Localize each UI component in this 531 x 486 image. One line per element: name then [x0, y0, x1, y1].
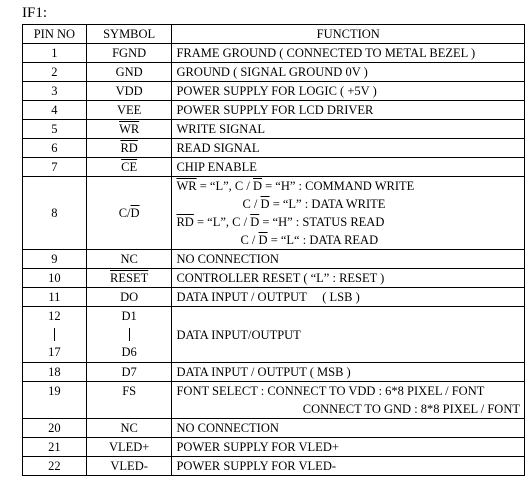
table-row: [23, 288, 525, 307]
pin-function: WRITE SIGNAL: [172, 120, 525, 139]
header-function: FUNCTION: [172, 25, 525, 44]
table-row: [23, 63, 525, 82]
symbol-text: $\overline{RD}$: [120, 141, 138, 155]
text-part: = “H” : COMMAND WRITE: [261, 179, 415, 193]
pin-range-start: 12: [48, 309, 61, 323]
symbol-range-end: D6: [121, 345, 137, 359]
pin-symbol: VEE: [86, 101, 172, 120]
pin-symbol: D7: [86, 363, 172, 382]
pin-symbol: [86, 139, 172, 158]
pin-function: NO CONNECTION: [172, 419, 525, 438]
pin-number: 19: [23, 382, 87, 419]
pin-number: 9: [23, 250, 87, 269]
pin-symbol: DO: [86, 288, 172, 307]
pin-number: 20: [23, 419, 87, 438]
pin-symbol: [86, 177, 172, 250]
pin-table: [22, 24, 525, 476]
table-row: [23, 250, 525, 269]
table-row: [23, 101, 525, 120]
signal-text: $\overline{D}$: [250, 215, 260, 229]
pin-number: 18: [23, 363, 87, 382]
pin-function: [172, 382, 525, 419]
text-part: = “L”, C /: [196, 179, 253, 193]
pin-function: GROUND ( SIGNAL GROUND 0V ): [172, 63, 525, 82]
pin-function: FRAME GROUND ( CONNECTED TO METAL BEZEL ): [172, 44, 525, 63]
table-row: [23, 419, 525, 438]
function-line: [176, 231, 520, 249]
table-row: [23, 363, 525, 382]
pin-function: POWER SUPPLY FOR VLED-: [172, 457, 525, 476]
pin-function: NO CONNECTION: [172, 250, 525, 269]
function-line: [176, 195, 520, 213]
pin-symbol: GND: [86, 63, 172, 82]
pin-function: POWER SUPPLY FOR VLED+: [172, 438, 525, 457]
table-row: [23, 307, 525, 363]
table-row: [23, 158, 525, 177]
pin-function: DATA INPUT/OUTPUT: [172, 307, 525, 363]
table-row: [23, 269, 525, 288]
pin-number: 7: [23, 158, 87, 177]
function-line: [176, 177, 520, 195]
table-row: [23, 82, 525, 101]
function-line: CONNECT TO GND : 8*8 PIXEL / FONT: [302, 402, 520, 416]
pin-number: [23, 307, 87, 363]
pin-number: 21: [23, 438, 87, 457]
function-line: [176, 213, 520, 231]
signal-text: $\overline{D}$: [258, 233, 268, 247]
symbol-bar-part: $\overline{D}$: [130, 206, 140, 220]
pin-number: 1: [23, 44, 87, 63]
pin-function: CHIP ENABLE: [172, 158, 525, 177]
pin-function: READ SIGNAL: [172, 139, 525, 158]
pin-symbol: VLED-: [86, 457, 172, 476]
symbol-prefix: C/: [118, 206, 131, 220]
pin-function: CONTROLLER RESET ( “L” : RESET ): [172, 269, 525, 288]
pin-symbol: [86, 307, 172, 363]
section-title: IF1:: [22, 5, 48, 21]
pin-symbol: FS: [86, 382, 172, 419]
text-part: C /: [240, 233, 259, 247]
text-part: C /: [242, 197, 261, 211]
signal-text: $\overline{D}$: [252, 179, 262, 193]
pin-symbol: FGND: [86, 44, 172, 63]
pin-symbol: [86, 158, 172, 177]
table-row: [23, 177, 525, 250]
table-row: [23, 382, 525, 419]
pin-function: POWER SUPPLY FOR LCD DRIVER: [172, 101, 525, 120]
symbol-text: $\overline{CE}$: [121, 160, 138, 174]
pin-number: 2: [23, 63, 87, 82]
pin-number: 5: [23, 120, 87, 139]
pin-number: 10: [23, 269, 87, 288]
text-part: = “H” : STATUS READ: [259, 215, 385, 229]
pin-number: 11: [23, 288, 87, 307]
pin-function: DATA INPUT / OUTPUT ( MSB ): [172, 363, 525, 382]
pin-range-end: 17: [48, 345, 61, 359]
header-symbol: SYMBOL: [86, 25, 172, 44]
signal-text: $\overline{RD}$: [176, 215, 194, 229]
pin-number: 3: [23, 82, 87, 101]
table-row: [23, 457, 525, 476]
pin-symbol: NC: [86, 419, 172, 438]
pin-symbol: [86, 120, 172, 139]
text-part: = “L“ : DATA READ: [267, 233, 379, 247]
pin-symbol: VLED+: [86, 438, 172, 457]
table-row: [23, 139, 525, 158]
table-row: [23, 120, 525, 139]
symbol-text: RESET: [110, 271, 149, 285]
text-part: = “L”, C /: [193, 215, 251, 229]
signal-text: $\overline{WR}$: [176, 179, 197, 193]
table-row: [23, 44, 525, 63]
range-bar: [129, 328, 130, 341]
table-row: [23, 438, 525, 457]
pin-number: 6: [23, 139, 87, 158]
function-line: FONT SELECT : CONNECT TO VDD : 6*8 PIXEL / FONT: [176, 384, 485, 398]
text-part: = “L” : DATA WRITE: [269, 197, 386, 211]
pin-number: 8: [23, 177, 87, 250]
pin-symbol: [86, 269, 172, 288]
pin-symbol: NC: [86, 250, 172, 269]
pin-function: [172, 177, 525, 250]
pin-function: DATA INPUT / OUTPUT ( LSB ): [172, 288, 525, 307]
symbol-text: $\overline{WR}$: [119, 122, 140, 136]
symbol-range-start: D1: [121, 309, 137, 323]
signal-text: $\overline{D}$: [260, 197, 270, 211]
pin-function: POWER SUPPLY FOR LOGIC ( +5V ): [172, 82, 525, 101]
pin-number: 22: [23, 457, 87, 476]
table-header-row: [23, 25, 525, 44]
range-bar: [54, 328, 55, 341]
pin-symbol: VDD: [86, 82, 172, 101]
pin-number: 4: [23, 101, 87, 120]
header-pin: PIN NO: [23, 25, 87, 44]
